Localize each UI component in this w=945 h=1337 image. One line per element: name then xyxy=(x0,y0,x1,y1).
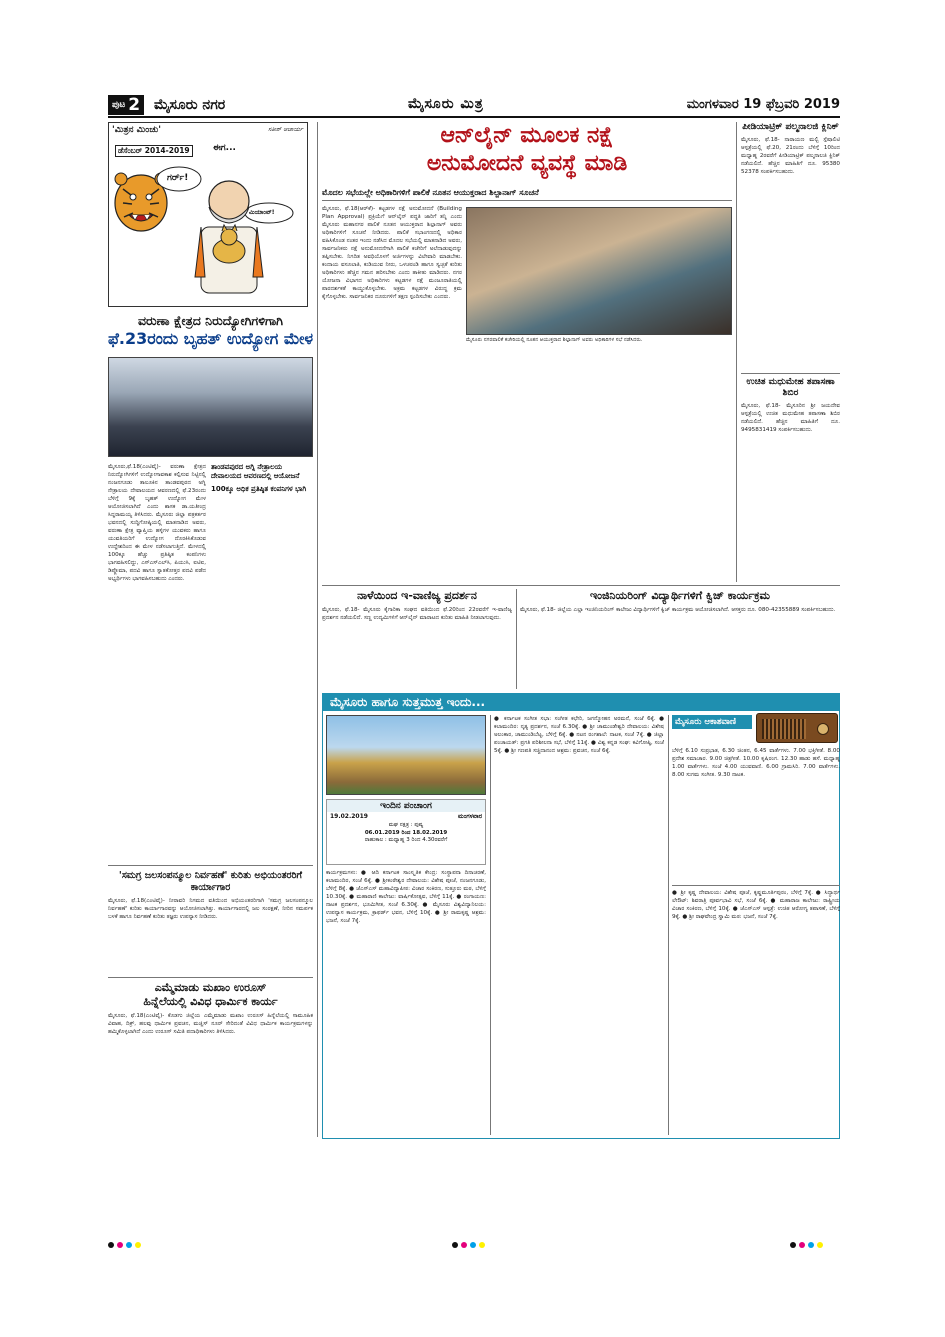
ecommerce-headline: ನಾಳೆಯಿಂದ ಇ-ವಾಣಿಜ್ಯ ಪ್ರದರ್ಶನ xyxy=(357,589,477,602)
ad-1-body: ಮೈಸೂರು, ಫೆ.18- ನಾರಾಯಣ ಮಲ್ಟಿ ಸ್ಪೆಷಾಲಿಟಿ ಆಸ್ಪತ್ರೆಯಲ್ಲಿ ಫೆ.20, 21ರಂದು ಬೆಳಿಗ್ಗೆ 10ರಿಂದ ಮಧ್ಯಾಹ್ನ 2ರವರೆಗೆ ಪೀಡಿಯಾಟ್ರಿಕ್ ಪಲ್ಮನಾಲಜಿ ಕ್ಲಿನಿಕ್ ನಡೆಯಲಿದೆ. ಹೆಚ್ಚಿನ ಮಾಹಿತಿಗೆ ದೂ. 95380 52378 ಸಂಪರ್ಕಿಸಬಹುದು. xyxy=(741,137,840,175)
column-rule xyxy=(490,715,491,1135)
divider xyxy=(322,585,840,586)
section-name: ಮೈಸೂರು ನಗರ xyxy=(154,97,226,113)
masthead: ಮೈಸೂರು ಮಿತ್ರ xyxy=(408,96,484,112)
job-fair-photo xyxy=(108,357,313,457)
water-body: ಮೈಸೂರು, ಫೆ.18(ಎಂಟಿವೈ)- ನೀರಾವರಿ ನಿಗಮದ ವತಿಯಿಂದ ಅಭಿಯಂತರರಿಗಾಗಿ 'ಸಮಗ್ರ ಜಲಸಂಪನ್ಮೂಲ ನಿರ್ವಹಣೆ' ಕುರಿತು ಕಾರ್ಯಾಗಾರವನ್ನು ಆಯೋಜಿಸಲಾಗಿತ್ತು. ಕಾರ್ಯಾಗಾರದಲ್ಲಿ ಜಲ ಸಂರಕ್ಷಣೆ, ನೀರಿನ ಸಮರ್ಪಕ ಬಳಕೆ ಹಾಗೂ ನಿರ್ವಹಣೆ ಕುರಿತು ತಜ್ಞರು ಉಪನ್ಯಾಸ ನೀಡಿದರು. xyxy=(108,898,313,920)
panchanga-period: 06.01.2019 ರಿಂದ 18.02.2019 xyxy=(364,829,448,836)
job-fair-headline-2: ಫೆ.23ರಂದು ಬೃಹತ್ ಉದ್ಯೋಗ ಮೇಳ xyxy=(108,329,313,348)
column-rule xyxy=(668,715,669,1135)
cartoon-years: ಡೆಸೆಂಬರ್ 2014-2019 xyxy=(115,145,193,157)
lead-photo xyxy=(466,207,732,335)
color-registration-marks xyxy=(790,1242,823,1249)
palace-photo xyxy=(326,715,486,795)
panchanga-date-row xyxy=(327,812,485,822)
job-fair-sub-1: ತಾಂಡವಪುರದ ಅಗ್ನಿ ನೇತ್ರಾಲಯ ದೇವಾಲಯದ ಆವರಣದಲ್ಲಿ ಆಯೋಜನೆ xyxy=(211,463,300,480)
events-col3 xyxy=(672,889,840,1134)
events-col1 xyxy=(326,869,486,1134)
article-engineering xyxy=(520,589,840,689)
panchanga-box xyxy=(326,799,486,865)
ad-2-title: ಉಚಿತ ಮಧುಮೇಹ ತಪಾಸಣಾ ಶಿಬಿರ xyxy=(746,377,835,398)
lead-body-intro xyxy=(322,205,462,340)
article-ecommerce xyxy=(322,589,512,689)
registration-dot xyxy=(461,1242,467,1248)
water-headline: 'ಸಮಗ್ರ ಜಲಸಂಪನ್ಮೂಲ ನಿರ್ವಹಣೆ' ಕುರಿತು ಅಭಿಯಂತರರಿಗೆ ಕಾರ್ಯಾಗಾರ xyxy=(118,870,303,893)
lead-headline-2: ಅನುಮೋದನೆ ವ್ಯವಸ್ಥೆ ಮಾಡಿ xyxy=(426,151,628,176)
panchanga-day: ಮಂಗಳವಾರ xyxy=(457,813,482,820)
radio-schedule xyxy=(672,747,840,882)
divider xyxy=(741,373,840,374)
lead-subhead-box xyxy=(322,187,732,201)
lead-headline-1: ಆನ್‌ಲೈನ್ ಮೂಲಕ ನಕ್ಷೆ xyxy=(440,123,614,148)
article-urs xyxy=(108,981,313,1136)
events-col2 xyxy=(494,715,664,1135)
ad-2-body: ಮೈಸೂರು, ಫೆ.18- ಮೈಸೂರಿನ ಶ್ರೀ ಜಯದೇವ ಆಸ್ಪತ್ರೆಯಲ್ಲಿ ಉಚಿತ ಮಧುಮೇಹ ತಪಾಸಣಾ ಶಿಬಿರ ನಡೆಯಲಿದೆ. ಹೆಚ್ಚಿನ ಮಾಹಿತಿಗೆ ದೂ. 9495831419 ಸಂಪರ್ಕಿಸಬಹುದು. xyxy=(741,403,840,433)
cartoon-artist: ಸತೀಶ್ ಆಚಾರ್ಯ xyxy=(268,126,303,133)
bubble-right: ಮಿಯಾಂವ್! xyxy=(249,209,275,216)
registration-dot xyxy=(135,1242,141,1248)
column-rule xyxy=(516,589,517,689)
page-number-box xyxy=(108,95,144,115)
column-rule xyxy=(736,122,737,582)
header-rule xyxy=(108,116,840,118)
job-fair-headline-1: ವರುಣಾ ಕ್ಷೇತ್ರದ ನಿರುದ್ಯೋಗಿಗಳಿಗಾಗಿ xyxy=(137,313,284,328)
editorial-cartoon xyxy=(108,122,308,307)
ad-diabetes-camp xyxy=(741,377,840,582)
color-registration-marks xyxy=(452,1242,485,1249)
color-registration-marks xyxy=(108,1242,141,1249)
divider xyxy=(108,865,313,866)
divider xyxy=(672,885,840,886)
job-fair-body-col1 xyxy=(108,463,206,858)
registration-dot xyxy=(808,1242,814,1248)
lead-subhead: ಮೊದಲ ಸಭೆಯಲ್ಲೇ ಅಧಿಕಾರಿಗಳಿಗೆ ಪಾಲಿಕೆ ನೂತನ ಆಯುಕ್ತರಾದ ಶಿಲ್ಪಾನಾಗ್ ಸೂಚನೆ xyxy=(322,188,539,197)
registration-dot xyxy=(479,1242,485,1248)
divider xyxy=(108,977,313,978)
panchanga-rahukala: ರಾಹುಕಾಲ : ಮಧ್ಯಾಹ್ನ 3 ರಿಂದ 4.30ರವರೆಗೆ xyxy=(364,837,448,843)
registration-dot xyxy=(452,1242,458,1248)
radio-body: ಬೆಳಿಗ್ಗೆ 6.10 ಸುಪ್ರಭಾತ, 6.30 ಚಿಂತನ, 6.45 ವಾರ್ತೆಗಳು. 7.00 ಭಕ್ತಿಗೀತೆ. 8.00 ಪ್ರದೇಶ ಸಮಾಚಾರ. 9.00 ಚಿತ್ರಗೀತೆ. 10.00 ಕೃಷಿರಂಗ. 12.30 ಹಾಡು ಹಸೆ. ಮಧ್ಯಾಹ್ನ 1.00 ವಾರ್ತೆಗಳು. ಸಂಜೆ 4.00 ಯುವವಾಣಿ. 6.00 ಗ್ರಾಮಸಿರಿ. 7.00 ವಾರ್ತೆಗಳು. 8.00 ಸುಗಮ ಸಂಗೀತ. 9.30 ನಾಟಕ. xyxy=(672,748,840,778)
panchanga-title: ಇಂದಿನ ಪಂಚಾಂಗ xyxy=(327,800,485,812)
registration-dot xyxy=(817,1242,823,1248)
cartoon-drawing xyxy=(109,123,307,306)
panchanga-date: 19.02.2019 xyxy=(330,813,368,820)
urs-headline-1: ಎಮ್ಮೆಮಾಡು ಮಖಾಂ ಉರೂಸ್ xyxy=(154,981,267,994)
issue-date: ಮಂಗಳವಾರ 19 ಫೆಬ್ರವರಿ 2019 xyxy=(686,97,840,112)
article-water xyxy=(108,870,313,975)
panchanga-nakshatra: ಮಘ ನಕ್ಷತ್ರ : ಪುಷ್ಯ xyxy=(388,822,424,828)
urs-body: ಮೈಸೂರು, ಫೆ.18(ಎಂಟಿವೈ)- ಕೊಡಗು ಜಿಲ್ಲೆಯ ಎಮ್ಮೆಮಾಡು ಮಖಾಂ ಉರೂಸ್ ಹಿನ್ನೆಲೆಯಲ್ಲಿ ಸಾಮೂಹಿಕ ವಿವಾಹ, ದಿಕ್ರ್, ಹಲವು ಧಾರ್ಮಿಕ ಪ್ರವಚನ, ಮಜ್ಲಿಸ್ ನೂರ್ ಸೇರಿದಂತೆ ವಿವಿಧ ಧಾರ್ಮಿಕ ಕಾರ್ಯಕ್ರಮಗಳನ್ನು ಹಮ್ಮಿಕೊಳ್ಳಲಾಗಿದೆ ಎಂದು ಉರೂಸ್ ಸಮಿತಿ ಪದಾಧಿಕಾರಿಗಳು ತಿಳಿಸಿದರು. xyxy=(108,1013,313,1035)
cartoon-now: ಈಗ... xyxy=(213,143,236,153)
column-rule xyxy=(317,122,318,1137)
page-header xyxy=(108,95,840,117)
events-col1-text: ಕಾರ್ಯಕ್ರಮಗಳು: ● ಆದಿ ಕರ್ನಾಟಕ ಸಾಂಸ್ಕೃತಿಕ ಕೇಂದ್ರ: ಸಂಸ್ಥಾಪನಾ ದಿನಾಚರಣೆ, ಕಲಾಮಂದಿರ, ಸಂಜೆ 6ಕ್ಕೆ. ● ಶ್ರೀಕಂಠೇಶ್ವರ ದೇವಾಲಯ: ವಿಶೇಷ ಪೂಜೆ, ನಂಜನಗೂಡು, ಬೆಳಿಗ್ಗೆ 8ಕ್ಕೆ. ● ಜೆಎಸ್‌ಎಸ್ ಮಹಾವಿದ್ಯಾಪೀಠ: ವಿಚಾರ ಸಂಕಿರಣ, ಸುತ್ತೂರು ಮಠ, ಬೆಳಿಗ್ಗೆ 10.30ಕ್ಕೆ. ● ಮಹಾರಾಣಿ ಕಾಲೇಜು: ವಾರ್ಷಿಕೋತ್ಸವ, ಬೆಳಿಗ್ಗೆ 11ಕ್ಕೆ. ● ರಂಗಾಯಣ: ನಾಟಕ ಪ್ರದರ್ಶನ, ಭೂಮಿಗೀತ, ಸಂಜೆ 6.30ಕ್ಕೆ. ● ಮೈಸೂರು ವಿಶ್ವವಿದ್ಯಾನಿಲಯ: ಉಪನ್ಯಾಸ ಕಾರ್ಯಕ್ರಮ, ಕ್ರಾಫರ್ಡ್ ಭವನ, ಬೆಳಿಗ್ಗೆ 10ಕ್ಕೆ. ● ಶ್ರೀ ರಾಮಕೃಷ್ಣ ಆಶ್ರಮ: ಭಜನೆ, ಸಂಜೆ 7ಕ್ಕೆ. xyxy=(326,870,486,924)
newspaper-page xyxy=(108,95,840,1243)
lead-article-headline xyxy=(322,122,732,186)
bubble-left: ಗರ್ರ್! xyxy=(167,173,189,183)
page-number: 2 xyxy=(128,95,141,115)
job-fair-sub-2: 100ಕ್ಕೂ ಅಧಿಕ ಪ್ರತಿಷ್ಠಿತ ಕಂಪನಿಗಳ ಭಾಗಿ xyxy=(211,485,307,493)
events-banner: ಮೈಸೂರು ಹಾಗೂ ಸುತ್ತಮುತ್ತ ಇಂದು... xyxy=(322,693,840,711)
events-col2-text: ● ಕರ್ನಾಟಕ ಸಂಗೀತ ಸಭಾ: ಸಂಗೀತ ಕಛೇರಿ, ಜಗನ್ಮೋಹನ ಅರಮನೆ, ಸಂಜೆ 6ಕ್ಕೆ. ● ಕಲಾಮಂದಿರ: ನೃತ್ಯ ಪ್ರದರ್ಶನ, ಸಂಜೆ 6.30ಕ್ಕೆ. ● ಶ್ರೀ ಚಾಮುಂಡೇಶ್ವರಿ ದೇವಾಲಯ: ವಿಶೇಷ ಅಲಂಕಾರ, ಚಾಮುಂಡಿಬೆಟ್ಟ, ಬೆಳಿಗ್ಗೆ 6ಕ್ಕೆ. ● ನಟನ ರಂಗಶಾಲೆ: ನಾಟಕ, ಸಂಜೆ 7ಕ್ಕೆ. ● ಜಿಲ್ಲಾ ಪಂಚಾಯತ್: ಪ್ರಗತಿ ಪರಿಶೀಲನಾ ಸಭೆ, ಬೆಳಿಗ್ಗೆ 11ಕ್ಕೆ. ● ವಿಶ್ವ ಕನ್ನಡ ಸಂಘ: ಕವಿಗೋಷ್ಠಿ, ಸಂಜೆ 5ಕ್ಕೆ. ● ಶ್ರೀ ಗಣಪತಿ ಸಚ್ಚಿದಾನಂದ ಆಶ್ರಮ: ಪ್ರವಚನ, ಸಂಜೆ 6ಕ್ಕೆ. xyxy=(494,716,664,754)
urs-headline-2: ಹಿನ್ನೆಲೆಯಲ್ಲಿ ವಿವಿಧ ಧಾರ್ಮಿಕ ಕಾರ್ಯ xyxy=(143,995,278,1008)
ad-pulmonology xyxy=(741,122,840,367)
lead-caption-box xyxy=(466,337,732,345)
registration-dot xyxy=(108,1242,114,1248)
ecommerce-body: ಮೈಸೂರು, ಫೆ.18- ಮೈಸೂರು ಕೈಗಾರಿಕಾ ಸಂಘದ ವತಿಯಿಂದ ಫೆ.20ರಿಂದ 22ರವರೆಗೆ ಇ-ವಾಣಿಜ್ಯ ಪ್ರದರ್ಶನ ನಡೆಯಲಿದೆ. ಸಣ್ಣ ಉದ್ಯಮಿಗಳಿಗೆ ಆನ್‌ಲೈನ್ ಮಾರಾಟದ ಕುರಿತು ಮಾಹಿತಿ ನೀಡಲಾಗುವುದು. xyxy=(322,607,512,621)
man-illustration xyxy=(195,181,263,293)
radio-icon xyxy=(756,713,838,743)
page-label: ಪುಟ xyxy=(112,100,126,110)
registration-dot xyxy=(117,1242,123,1248)
registration-dot xyxy=(470,1242,476,1248)
engineering-headline: ಇಂಜಿನಿಯರಿಂಗ್ ವಿದ್ಯಾರ್ಥಿಗಳಿಗೆ ಕ್ವಿಜ್ ಕಾರ್ಯಕ್ರಮ xyxy=(590,589,770,602)
job-fair-sidebar xyxy=(211,463,313,858)
job-fair-body: ಮೈಸೂರು,ಫೆ.18(ಎಂಟಿವೈ)- ವರುಣಾ ಕ್ಷೇತ್ರದ ನಿರುದ್ಯೋಗಿಗಳಿಗೆ ಉದ್ಯೋಗಾವಕಾಶ ಕಲ್ಪಿಸುವ ನಿಟ್ಟಿನಲ್ಲಿ ನಂಜನಗೂಡು ತಾಲೂಕಿನ ತಾಂಡವಪುರದ ಅಗ್ನಿ ನೇತ್ರಾಲಯ ದೇವಾಲಯದ ಆವರಣದಲ್ಲಿ ಫೆ.23ರಂದು ಬೆಳಿಗ್ಗೆ 9ಕ್ಕೆ ಬೃಹತ್ ಉದ್ಯೋಗ ಮೇಳ ಆಯೋಜಿಸಲಾಗಿದೆ ಎಂದು ಶಾಸಕ ಡಾ.ಯತೀಂದ್ರ ಸಿದ್ದರಾಮಯ್ಯ ತಿಳಿಸಿದರು. ಮೈಸೂರು ಜಿಲ್ಲಾ ಪತ್ರಕರ್ತರ ಭವನದಲ್ಲಿ ಸುದ್ದಿಗೋಷ್ಠಿಯಲ್ಲಿ ಮಾತನಾಡಿದ ಅವರು, ವರುಣಾ ಕ್ಷೇತ್ರ ವ್ಯಾಪ್ತಿಯ ಹಳ್ಳಿಗಳ ಯುವಕರು ಹಾಗೂ ಯುವತಿಯರಿಗೆ ಉದ್ಯೋಗ ದೊರಕಿಸಿಕೊಡುವ ಉದ್ದೇಶದಿಂದ ಈ ಮೇಳ ನಡೆಸಲಾಗುತ್ತಿದೆ. ಮೇಳದಲ್ಲಿ 100ಕ್ಕೂ ಹೆಚ್ಚು ಪ್ರತಿಷ್ಠಿತ ಕಂಪನಿಗಳು ಭಾಗವಹಿಸಲಿದ್ದು, ಎಸ್ಎಸ್ಎಲ್‌ಸಿ, ಪಿಯುಸಿ, ಐಟಿಐ, ಡಿಪ್ಲೊಮಾ, ಪದವಿ ಹಾಗೂ ಸ್ನಾತಕೋತ್ತರ ಪದವಿ ಪಡೆದ ಅಭ್ಯರ್ಥಿಗಳು ಭಾಗವಹಿಸಬಹುದು ಎಂದರು. xyxy=(108,464,206,582)
ad-1-title: ಪೀಡಿಯಾಟ್ರಿಕ್ ಪಲ್ಮನಾಲಜಿ ಕ್ಲಿನಿಕ್ xyxy=(742,122,839,132)
registration-dot xyxy=(126,1242,132,1248)
registration-dot xyxy=(790,1242,796,1248)
cartoon-title: 'ಮಿತ್ರನ ಮಿಂಚು' xyxy=(112,125,162,135)
registration-dot xyxy=(799,1242,805,1248)
radio-title: ಮೈಸೂರು ಆಕಾಶವಾಣಿ xyxy=(672,715,752,729)
events-col3-text: ● ಶ್ರೀ ಕೃಷ್ಣ ದೇವಾಲಯ: ವಿಶೇಷ ಪೂಜೆ, ಕೃಷ್ಣಮೂರ್ತಿಪುರಂ, ಬೆಳಿಗ್ಗೆ 7ಕ್ಕೆ. ● ಸಿದ್ಧಾರ್ಥ ಲೇಔಟ್: ಶಿವರಾತ್ರಿ ಪೂರ್ವಭಾವಿ ಸಭೆ, ಸಂಜೆ 6ಕ್ಕೆ. ● ಮಹಾರಾಜ ಕಾಲೇಜು: ರಾಷ್ಟ್ರೀಯ ವಿಚಾರ ಸಂಕಿರಣ, ಬೆಳಿಗ್ಗೆ 10ಕ್ಕೆ. ● ಜೆಎಸ್‌ಎಸ್ ಆಸ್ಪತ್ರೆ: ಉಚಿತ ಆರೋಗ್ಯ ತಪಾಸಣೆ, ಬೆಳಿಗ್ಗೆ 9ಕ್ಕೆ. ● ಶ್ರೀ ರಾಘವೇಂದ್ರ ಸ್ವಾಮಿ ಮಠ: ಭಜನೆ, ಸಂಜೆ 7ಕ್ಕೆ. xyxy=(672,890,840,920)
engineering-body: ಮೈಸೂರು, ಫೆ.18- ಜಿಲ್ಲೆಯ ಎಲ್ಲಾ ಇಂಜಿನಿಯರಿಂಗ್ ಕಾಲೇಜು ವಿದ್ಯಾರ್ಥಿಗಳಿಗೆ ಕ್ವಿಜ್ ಕಾರ್ಯಕ್ರಮ ಆಯೋಜಿಸಲಾಗಿದೆ. ಆಸಕ್ತರು ದೂ. 080-42355889 ಸಂಪರ್ಕಿಸಬಹುದು. xyxy=(520,607,836,613)
lead-caption: ಮೈಸೂರು ನಗರಪಾಲಿಕೆ ಕಚೇರಿಯಲ್ಲಿ ನೂತನ ಆಯುಕ್ತರಾದ ಶಿಲ್ಪಾನಾಗ್ ಅವರು ಅಧಿಕಾರಿಗಳ ಸಭೆ ನಡೆಸಿದರು. xyxy=(466,337,643,343)
lead-body: ಮೈಸೂರು, ಫೆ.18(ಆರ್‌ಕೆ)- ಕಟ್ಟಡಗಳ ನಕ್ಷೆ ಅನುಮೋದನೆ (Building Plan Approval) ಪ್ರಕ್ರಿಯೆಗೆ ಆನ್‌ಲೈನ್ ಪದ್ಧತಿ ಜಾರಿಗೆ ತನ್ನಿ ಎಂದು ಮೈಸೂರು ಮಹಾನಗರ ಪಾಲಿಕೆ ನೂತನ ಆಯುಕ್ತರಾದ ಶಿಲ್ಪಾನಾಗ್ ಅವರು ಅಧಿಕಾರಿಗಳಿಗೆ ಸೂಚನೆ ನೀಡಿದರು. ಪಾಲಿಕೆ ಸಭಾಂಗಣದಲ್ಲಿ ಅಧಿಕಾರ ವಹಿಸಿಕೊಂಡ ನಂತರ ಇಂದು ನಡೆಸಿದ ಮೊದಲ ಸಭೆಯಲ್ಲಿ ಮಾತನಾಡಿದ ಅವರು, ಸಾರ್ವಜನಿಕರು ನಕ್ಷೆ ಅನುಮೋದನೆಗಾಗಿ ಪಾಲಿಕೆ ಕಚೇರಿಗೆ ಅಲೆದಾಡುವುದನ್ನು ತಪ್ಪಿಸಬೇಕು. ನಿಗದಿತ ಅವಧಿಯೊಳಗೆ ಅರ್ಜಿಗಳನ್ನು ವಿಲೇವಾರಿ ಮಾಡಬೇಕು. ಕಂದಾಯ ವಸೂಲಾತಿ, ಕುಡಿಯುವ ನೀರು, ಒಳಚರಂಡಿ ಹಾಗೂ ಸ್ವಚ್ಛತೆ ಕುರಿತು ಅಧಿಕಾರಿಗಳು ಹೆಚ್ಚಿನ ಗಮನ ಹರಿಸಬೇಕು ಎಂದು ತಾಕೀತು ಮಾಡಿದರು. ನಗರ ಯೋಜನಾ ವಿಭಾಗದ ಅಧಿಕಾರಿಗಳು ಕಟ್ಟಡಗಳ ನಕ್ಷೆ ಮಂಜೂರಾತಿಯಲ್ಲಿ ಪಾರದರ್ಶಕತೆ ಕಾಯ್ದುಕೊಳ್ಳಬೇಕು. ಅಕ್ರಮ ಕಟ್ಟಡಗಳ ವಿರುದ್ಧ ಕ್ರಮ ಕೈಗೊಳ್ಳಬೇಕು. ಸಾರ್ವಜನಿಕರ ದೂರುಗಳಿಗೆ ತಕ್ಷಣ ಸ್ಪಂದಿಸಬೇಕು ಎಂದರು. xyxy=(322,206,462,300)
